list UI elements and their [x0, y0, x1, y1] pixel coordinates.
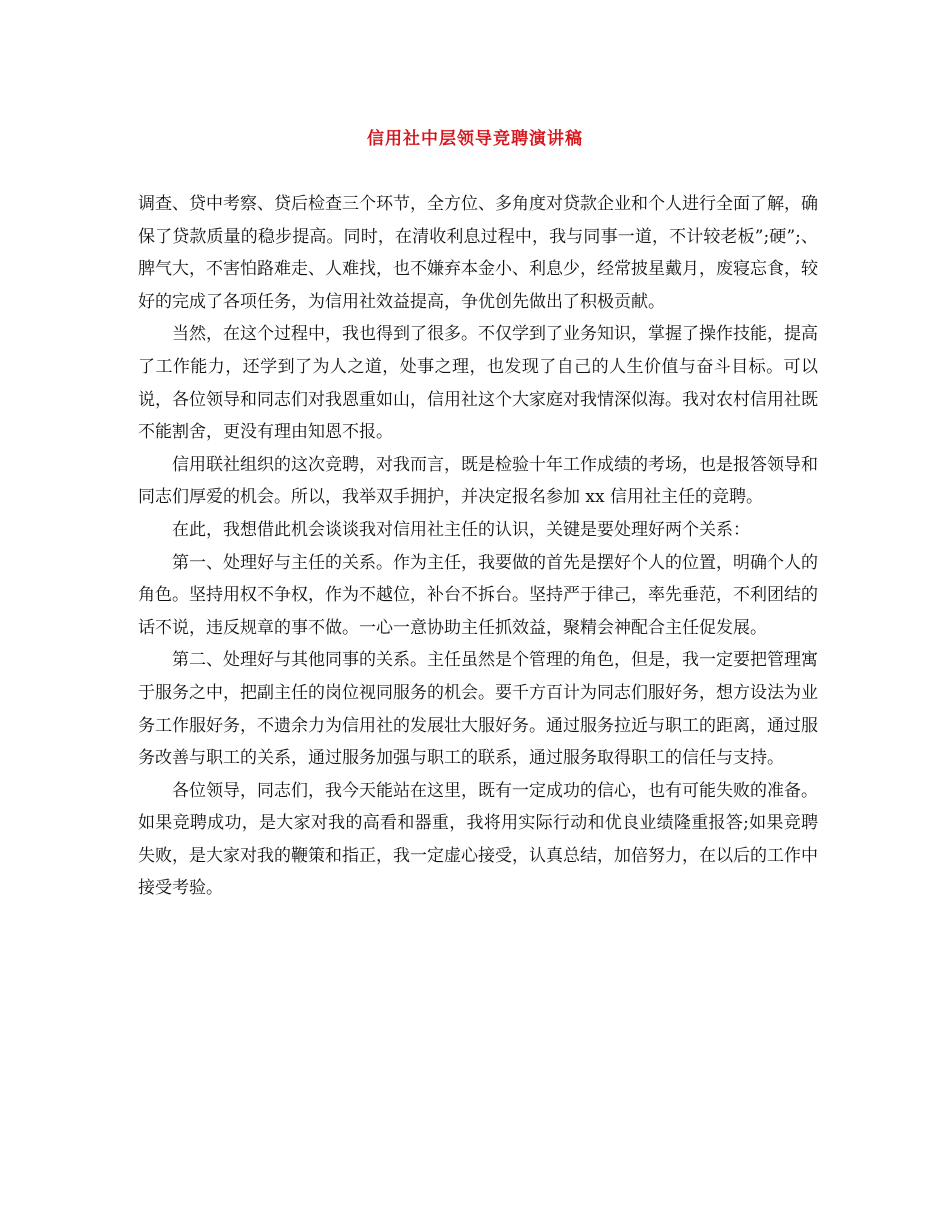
document-body [138, 188, 818, 905]
paragraph-gains: 当然，在这个过程中，我也得到了很多。不仅学到了业务知识，掌握了操作技能，提高了工作能力，还学到了为人之道，处事之理，也发现了自己的人生价值与奋斗目标。可以说，各位领导和同志们对我恩重如山，信用社这个大家庭对我情深似海。我对农村信用社既不能割舍，更没有理由知恩不报。 [138, 324, 818, 443]
paragraph-competition: 信用联社组织的这次竞聘，对我而言，既是检验十年工作成绩的考场，也是报答领导和同志们厚爱的机会。所以，我举双手拥护，并决定报名参加 xx 信用社主任的竞聘。 [138, 454, 818, 508]
document-title: 信用社中层领导竞聘演讲稿 [367, 129, 583, 149]
paragraph-second-relation: 第二、处理好与其他同事的关系。主任虽然是个管理的角色，但是，我一定要把管理寓于服务之中，把副主任的岗位视同服务的机会。要千方百计为同志们服好务，想方设法为业务工作服好务，不遗余力为信用社的发展壮大服好务。通过服务拉近与职工的距离，通过服务改善与职工的关系，通过服务加强与职工的联系，通过服务取得职工的信任与支持。 [138, 650, 818, 769]
paragraph-two-relations: 在此，我想借此机会谈谈我对信用社主任的认识，关键是要处理好两个关系： [172, 519, 750, 540]
paragraph-closing: 各位领导，同志们，我今天能站在这里，既有一定成功的信心，也有可能失败的准备。如果竞聘成功，是大家对我的高看和器重，我将用实际行动和优良业绩隆重报答;如果竞聘失败，是大家对我的鞭策和指正，我一定虚心接受，认真总结，加倍努力，在以后的工作中接受考验。 [138, 780, 818, 899]
paragraph-continued: 调查、贷中考察、贷后检查三个环节，全方位、多角度对贷款企业和个人进行全面了解，确保了贷款质量的稳步提高。同时，在清收利息过程中，我与同事一道，不计较老板”;硬”;、脾气大，不害怕路难走、人难找，也不嫌弃本金小、利息少，经常披星戴月，废寝忘食，较好的完成了各项任务，为信用社效益提高，争优创先做出了积极贡献。 [138, 194, 818, 312]
paragraph-first-relation: 第一、处理好与主任的关系。作为主任，我要做的首先是摆好个人的位置，明确个人的角色。坚持用权不争权，作为不越位，补台不拆台。坚持严于律己，率先垂范，不利团结的话不说，违反规章的事不做。一心一意协助主任抓效益，聚精会神配合主任促发展。 [138, 552, 818, 638]
